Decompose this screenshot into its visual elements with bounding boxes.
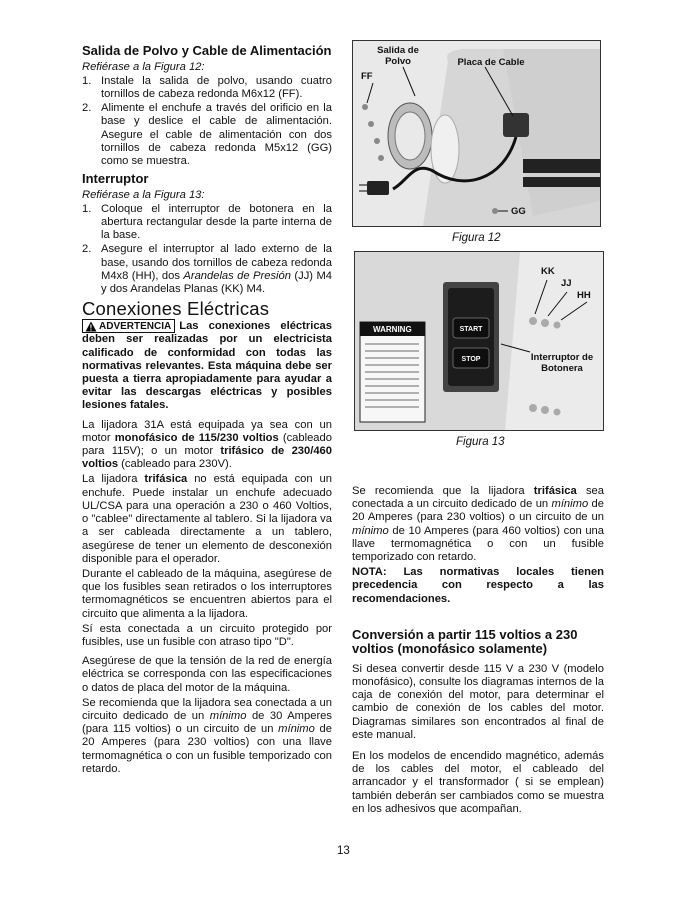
start-button: START [459,326,483,333]
label-gg: GG [511,206,526,217]
paragraph: La lijadora trifásica no está equipada con un enchufe. Puede instalar un enchufe adecuado UL/CSA para una operación a 230 o 460 Voltios, o "cablee" directamente al tablero. Si la lijadora va a ser cableada directamente a un tablero, asegúrese de tener un elemento de desconexión disponible para el operador. [82,473,332,565]
label-switch: Interruptor de Botonera [530,352,594,374]
dust-port-illustration [353,41,600,226]
figure-13-image [354,251,604,431]
stop-button: STOP [461,356,481,363]
warning-sticker-label: WARNING [373,325,412,334]
label-jj: JJ [561,278,572,289]
section-title-dust: Salida de Polvo y Cable de Alimentación [82,43,332,58]
figure-13-caption: Figura 13 [456,436,505,448]
paragraph: Si desea convertir desde 115 V a 230 V (modelo monofásico), consulte los diagramas internos de la caja de conexión del motor, para determinar el cambio de conexión de los cables del motor. Diagramas similares son encontrados al final de este manual. [352,662,604,741]
paragraph: Se recomienda que la lijadora sea conectada a un circuito dedicado de un mínimo de 30 Amperes (para 115 voltios) o un circuito de un mínimo de 20 Amperes (para 230 voltios) con una llave termomagnética o con un fusible temporizado con retardo. [82,696,332,775]
figure-12-caption: Figura 12 [452,232,501,244]
paragraph: La lijadora 31A está equipada ya sea con un motor monofásico de 115/230 voltios (cableado para 115V); o un motor trifásico de 230/460 voltios (cableado para 230V). [82,418,333,471]
figure-reference: Refiérase a la Figura 13: [82,188,205,201]
label-cable-plate: Placa de Cable [457,57,525,68]
list-item: 1. Instale la salida de polvo, usando cuatro tornillos de cabeza redonda M6x12 (FF). [82,74,332,100]
list-item: 2. Alimente el enchufe a través del orificio en la base y deslice el cable de alimentación. Asegure el cable de alimentación con dos tornillos de cabeza redonda M5x12 (GG) como se muestra. [82,102,332,167]
warning-paragraph: ! ADVERTENCIA Las conexiones eléctricas deben ser realizadas por un electricista calificado de conformidad con todas las normativas relevantes. Esta máquina debe ser puesta a tierra apropiadamente para ayudar a evitar las descargas eléctricas y posibles lesiones fatales. [82,320,332,412]
figure-reference: Refiérase a la Figura 12: [82,60,205,73]
svg-text:!: ! [89,324,93,333]
warning-triangle-icon [85,321,97,332]
instruction-list [82,75,332,168]
label-dust-port: Salida de Polvo [377,45,419,67]
label-hh: HH [577,290,591,301]
paragraph: Durante el cableado de la máquina, asegúrese de que los fusibles sean retirados o los interruptores termomagnéticos se encuentren abiertos para el circuito que alimenta a la lijadora. [82,567,332,620]
instruction-list [82,203,332,296]
label-ff: FF [361,71,373,82]
section-title-switch: Interruptor [82,171,149,187]
page-number: 13 [337,845,350,857]
warning-tag: ! ADVERTENCIA [82,319,175,333]
heading-electrical: Conexiones Eléctricas [82,298,270,320]
list-item: 2. Asegure el interruptor al lado externo de la base, usando dos tornillos de cabeza redonda M4x8 (HH), dos Arandelas de Presión (JJ) M4 y dos Arandelas Planas (KK) M4. [82,243,332,296]
paragraph: Se recomienda que la lijadora trifásica sea conectada a un circuito dedicado de un mínimo de 20 Amperes (para 230 voltios) o un circuito de un mínimo de 10 Amperes (para 460 voltios) con una llave termomagnética o con un fusible temporizado con retardo. [352,485,604,564]
figure-12-image [352,40,601,227]
paragraph: Asegúrese de que la tensión de la red de energía eléctrica se corresponda con las especificaciones o datos de placa del motor de la máquina. [82,655,332,694]
label-kk: KK [541,266,555,277]
list-item: 1. Coloque el interruptor de botonera en la abertura rectangular desde la parte interna de la base. [82,202,332,242]
paragraph: Sí esta conectada a un circuito protegido por fusibles, use un fusible con atraso tipo "D". [82,622,332,648]
left-column [82,44,332,778]
note-paragraph: NOTA: Las normativas locales tienen precedencia con respecto a las recomendaciones. [352,566,604,605]
paragraph: En los modelos de encendido magnético, además de los cables del motor, el cableado del arrancador y el transformador ( si se emplean) también deberán ser cambiados como se muestra en los adhesivos que acompañan. [352,750,604,815]
right-column [352,485,604,818]
section-title-conversion: Conversión a partir 115 voltios a 230 voltios (monofásico solamente) [352,626,578,657]
